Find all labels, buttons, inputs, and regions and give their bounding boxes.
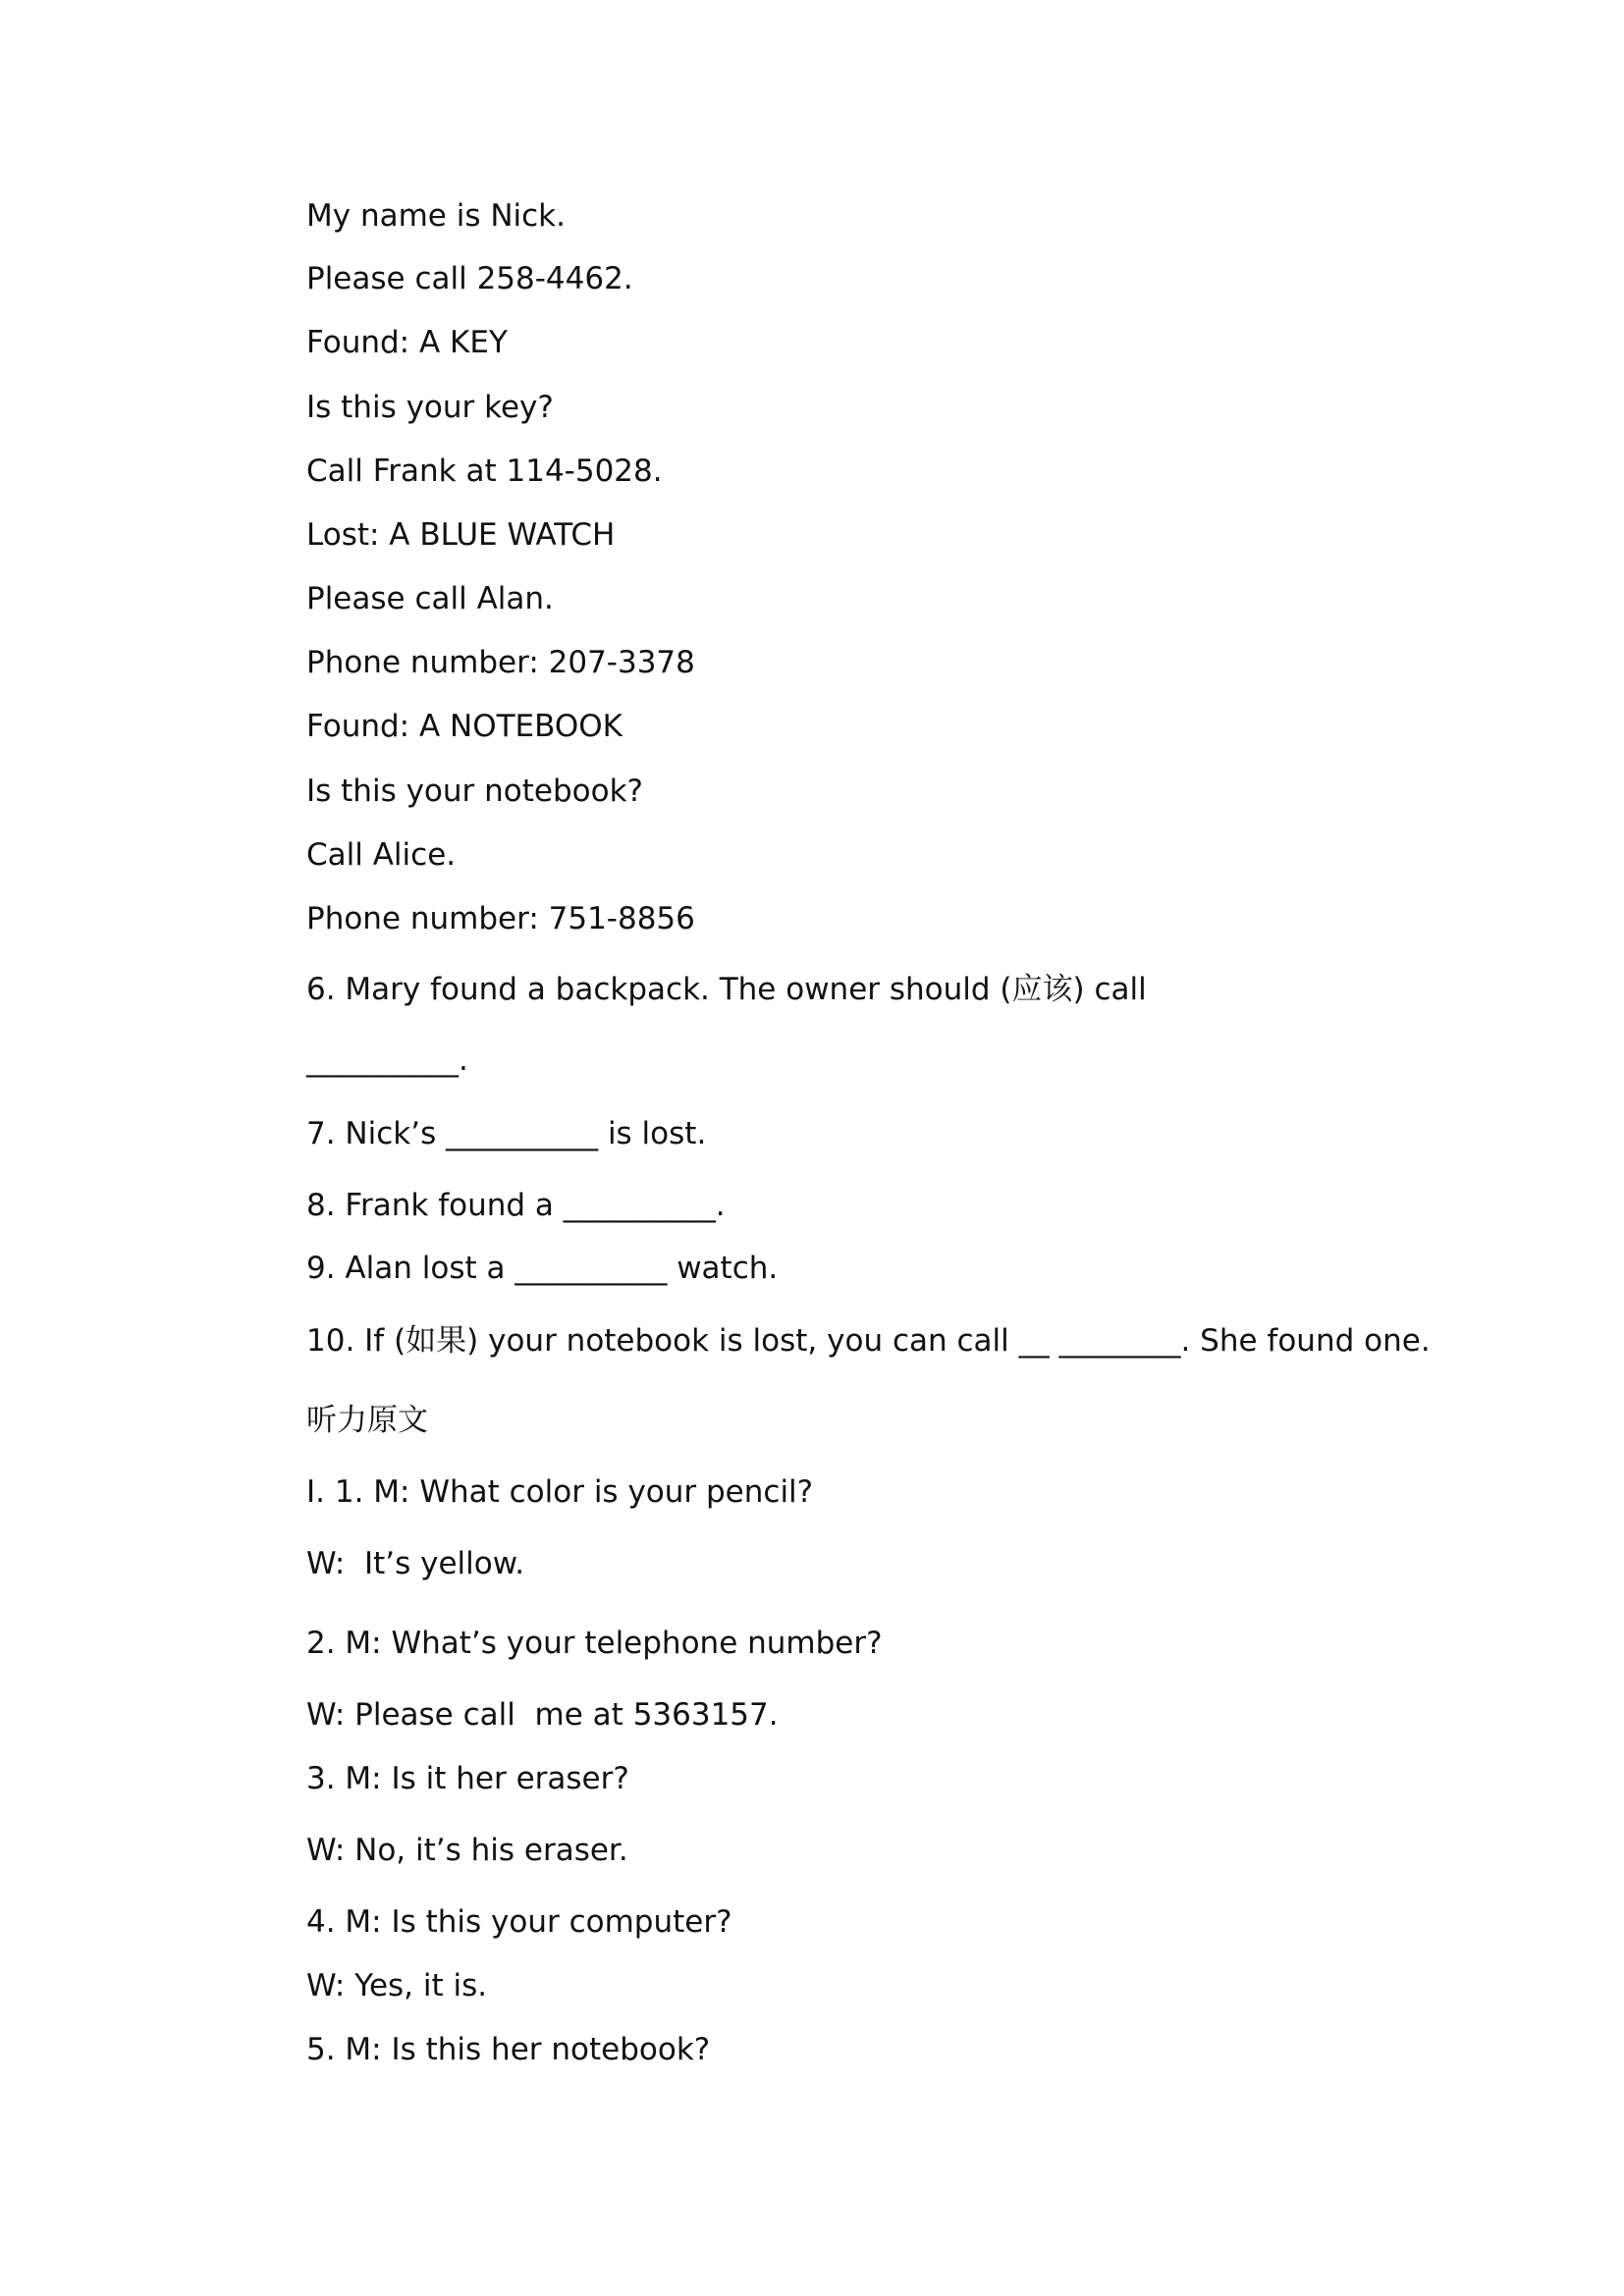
question-7: 7. Nick’s __________ is lost.: [306, 1116, 707, 1151]
transcript-heading: 听力原文: [306, 1403, 428, 1438]
notice-line: Lost: A BLUE WATCH: [306, 517, 616, 553]
transcript-line: W: It’s yellow.: [306, 1546, 525, 1581]
transcript-line: W: Please call me at 5363157.: [306, 1697, 779, 1733]
notice-line: Call Frank at 114-5028.: [306, 454, 663, 489]
notice-line: My name is Nick.: [306, 198, 566, 234]
transcript-line: 3. M: Is it her eraser?: [306, 1761, 629, 1796]
transcript-line: 5. M: Is this her notebook?: [306, 2032, 711, 2067]
notice-line: Please call 258-4462.: [306, 261, 633, 296]
notice-line: Found: A KEY: [306, 325, 508, 360]
transcript-line: 4. M: Is this your computer?: [306, 1904, 732, 1940]
question-6: 6. Mary found a backpack. The owner should (应该) call: [306, 972, 1147, 1007]
notice-line: Is this your key?: [306, 390, 554, 425]
notice-line: Please call Alan.: [306, 581, 554, 616]
question-10: 10. If (如果) your notebook is lost, you can call __ ________. She found one.: [306, 1323, 1431, 1359]
question-9: 9. Alan lost a __________ watch.: [306, 1251, 779, 1286]
question-6-blank: __________.: [306, 1042, 468, 1078]
notice-line: Found: A NOTEBOOK: [306, 709, 623, 744]
notice-line: Phone number: 207-3378: [306, 645, 695, 680]
transcript-line: W: Yes, it is.: [306, 1968, 488, 2003]
transcript-line: I. 1. M: What color is your pencil?: [306, 1474, 814, 1510]
transcript-line: 2. M: What’s your telephone number?: [306, 1626, 883, 1661]
transcript-line: W: No, it’s his eraser.: [306, 1833, 628, 1868]
notice-line: Is this your notebook?: [306, 774, 643, 809]
notice-line: Call Alice.: [306, 837, 457, 873]
notice-line: Phone number: 751-8856: [306, 901, 695, 936]
question-8: 8. Frank found a __________.: [306, 1188, 726, 1223]
